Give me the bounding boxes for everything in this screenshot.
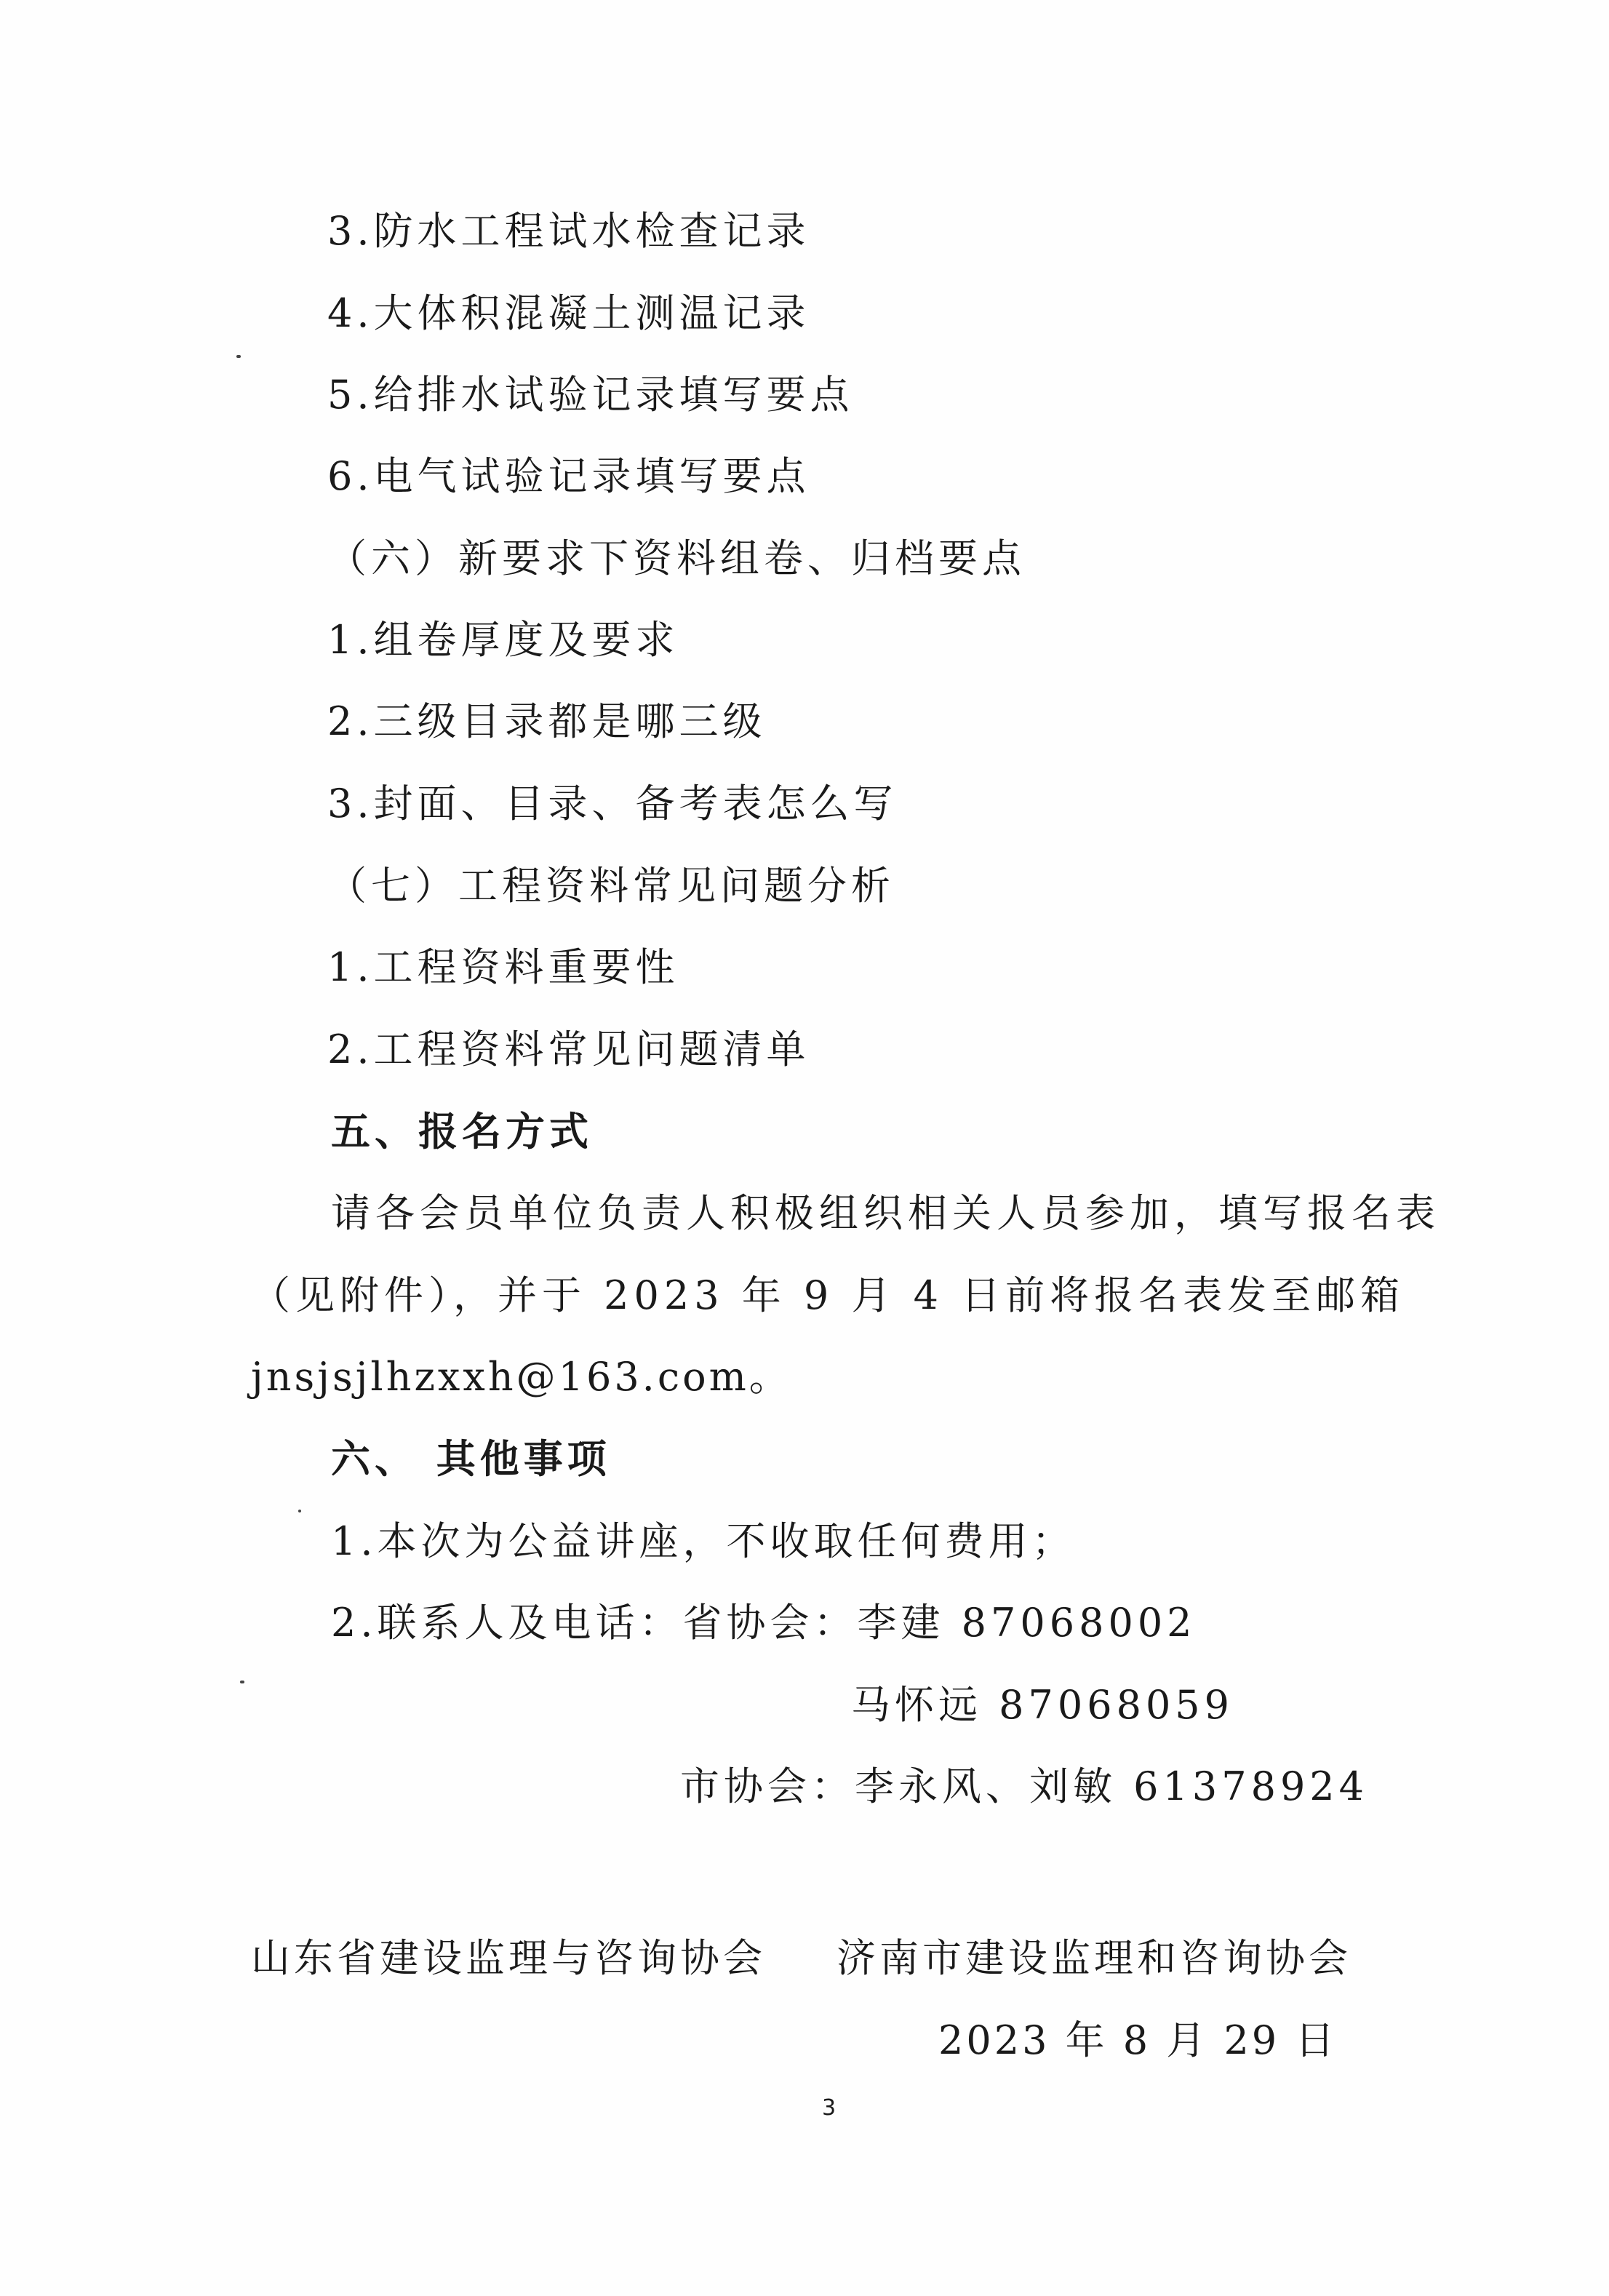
contact-line: 马怀远 87068059 bbox=[851, 1682, 1234, 1728]
list-item: 1.组卷厚度及要求 bbox=[327, 617, 679, 663]
list-item: 3.防水工程试水检查记录 bbox=[327, 208, 810, 254]
scan-speck bbox=[298, 1510, 301, 1512]
paragraph-line: 请各会员单位负责人积极组织相关人员参加，填写报名表 bbox=[331, 1190, 1440, 1236]
page-number: 3 bbox=[822, 2095, 837, 2121]
contact-line: 市协会：李永风、刘敏 61378924 bbox=[680, 1763, 1369, 1809]
list-item: 3.封面、目录、备考表怎么写 bbox=[327, 781, 898, 826]
contact-line: 2.联系人及电话：省协会：李建 87068002 bbox=[331, 1600, 1197, 1646]
list-item: 2.三级目录都是哪三级 bbox=[327, 698, 767, 744]
signature-org-right: 济南市建设监理和咨询协会 bbox=[837, 1935, 1352, 1981]
subsection-heading: （六）新要求下资料组卷、归档要点 bbox=[327, 535, 1026, 581]
list-item: 1.工程资料重要性 bbox=[327, 944, 679, 990]
scan-speck bbox=[240, 1681, 244, 1683]
list-item: 5.给排水试验记录填写要点 bbox=[327, 372, 854, 418]
section-heading: 六、 其他事项 bbox=[331, 1436, 611, 1482]
list-item: 6.电气试验记录填写要点 bbox=[327, 453, 810, 499]
email-address: jnsjsjlhzxxh@163.com。 bbox=[251, 1354, 791, 1400]
list-item: 1.本次为公益讲座，不收取任何费用； bbox=[331, 1518, 1076, 1564]
paragraph-line: （见附件），并于 2023 年 9 月 4 日前将报名表发至邮箱 bbox=[251, 1272, 1405, 1318]
subsection-heading: （七）工程资料常见问题分析 bbox=[327, 863, 895, 909]
list-item: 4.大体积混凝土测温记录 bbox=[327, 290, 810, 336]
scan-speck bbox=[236, 355, 241, 358]
signature-org-left: 山东省建设监理与咨询协会 bbox=[251, 1935, 766, 1981]
list-item: 2.工程资料常见问题清单 bbox=[327, 1027, 810, 1072]
signature-date: 2023 年 8 月 29 日 bbox=[938, 2017, 1338, 2063]
section-heading: 五、报名方式 bbox=[331, 1109, 593, 1155]
